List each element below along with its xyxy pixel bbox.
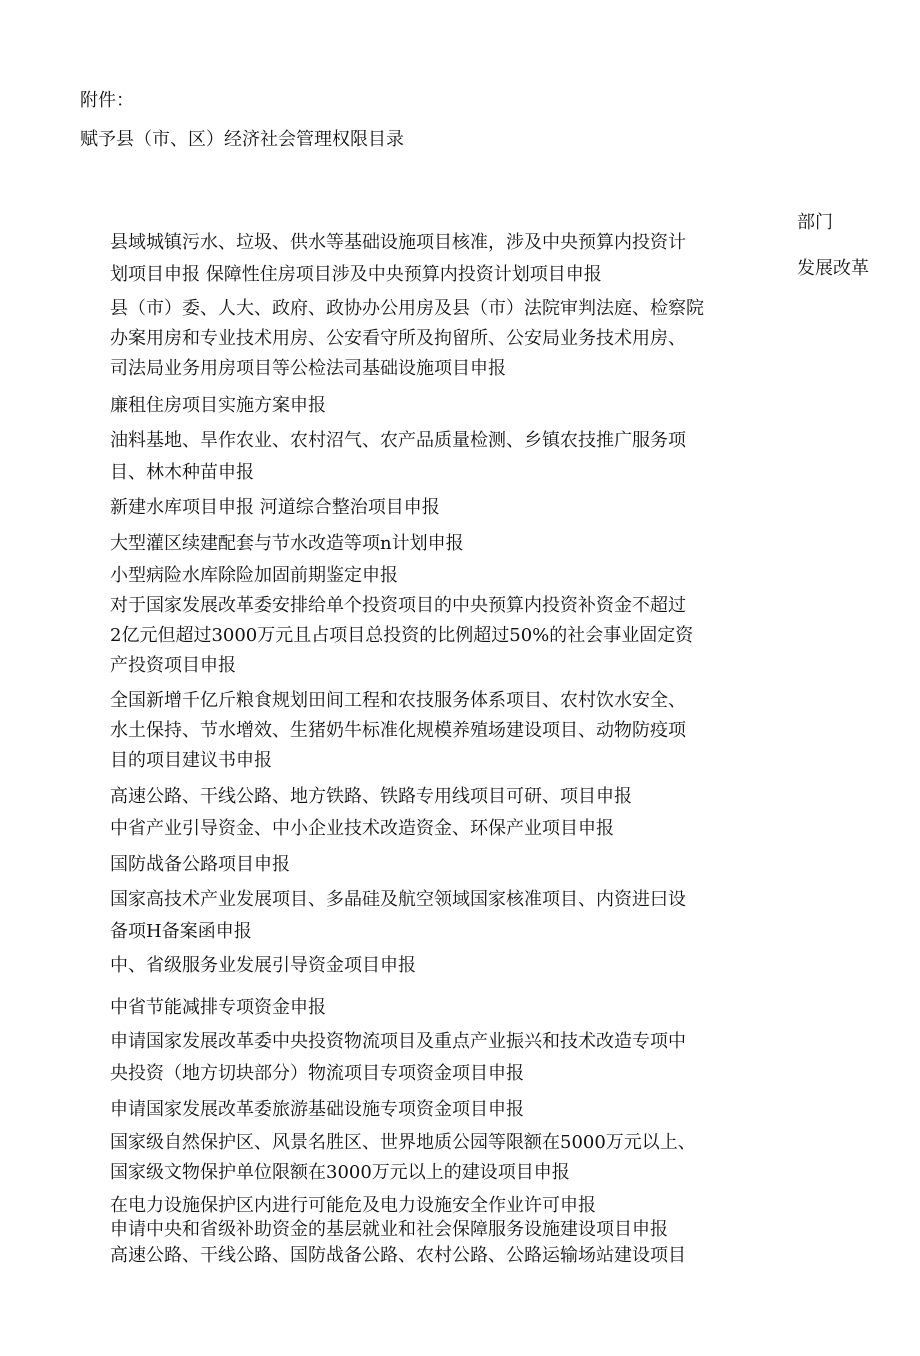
permission-item-line: 大型灌区续建配套与节水改造等项n计划申报 bbox=[110, 533, 464, 554]
permission-item bbox=[110, 884, 760, 948]
permission-item-line: 在电力设施保护区内进行可能危及电力设施安全作业许可申报 bbox=[110, 1195, 596, 1216]
permission-item-line: 申请国家发展改革委中央投资物流项目及重点产业振兴和技术改造专项中 bbox=[110, 1031, 686, 1052]
permission-item-line: 县域城镇污水、垃圾、供水等基础设施项目核准，涉及中央预算内投资计 bbox=[110, 232, 686, 253]
permission-item bbox=[110, 560, 760, 592]
permission-item bbox=[110, 686, 760, 776]
permission-item-line: 国家级文物保护单位限额在3000万元以上的建设项目申报 bbox=[110, 1162, 570, 1183]
permission-item-line: 产投资项目申报 bbox=[110, 655, 236, 676]
permission-item-line: 高速公路、干线公路、地方铁路、铁路专用线项目可研、项目申报 bbox=[110, 786, 632, 807]
permission-item bbox=[110, 492, 760, 524]
attachment-label: 附件： bbox=[80, 90, 134, 111]
permission-item-line: 国防战备公路项目申报 bbox=[110, 854, 290, 875]
permission-item-line: 中、省级服务业发展引导资金项目申报 bbox=[110, 955, 416, 976]
permission-item bbox=[110, 591, 760, 681]
permission-item bbox=[110, 813, 760, 845]
permission-item-line: 全国新增千亿斤粮食规划田间工程和农技服务体系项目、农村饮水安全、 bbox=[110, 690, 686, 711]
permission-item-line: 对于国家发展改革委安排给单个投资项目的中央预算内投资补资金不超过 bbox=[110, 595, 686, 616]
permission-item-line: 水土保持、节水增效、生猪奶牛标准化规模养殖场建设项目、动物防疫项 bbox=[110, 720, 686, 741]
permission-item bbox=[110, 528, 760, 560]
permission-item-line: 目、林木种苗申报 bbox=[110, 462, 254, 483]
permission-item-line: 中省产业引导资金、中小企业技术改造资金、环保产业项目申报 bbox=[110, 818, 614, 839]
permission-item-line: 高速公路、干线公路、国防战备公路、农村公路、公路运输场站建设项目 bbox=[110, 1245, 686, 1266]
permission-item bbox=[110, 425, 760, 489]
permission-item bbox=[110, 1240, 760, 1272]
permission-item bbox=[110, 1128, 760, 1188]
permission-item-line: 国家高技术产业发展项目、多晶硅及航空领域国家核准项目、内资进曰设 bbox=[110, 889, 686, 910]
permission-item-line: 2亿元但超过3000万元且占项目总投资的比例超过50%的社会事业固定资 bbox=[110, 625, 694, 646]
permission-item-line: 国家级自然保护区、风景名胜区、世界地质公园等限额在5000万元以上、 bbox=[110, 1132, 696, 1153]
permission-item bbox=[110, 1026, 760, 1090]
permission-item-line: 央投资（地方切块部分）物流项目专项资金项目申报 bbox=[110, 1063, 524, 1084]
permission-item bbox=[110, 849, 760, 881]
permission-item bbox=[110, 781, 760, 813]
permission-item-line: 办案用房和专业技术用房、公安看守所及拘留所、公安局业务技术用房、 bbox=[110, 328, 686, 349]
permission-item bbox=[110, 227, 760, 291]
permission-item bbox=[110, 1094, 760, 1126]
document-title: 赋予县（市、区）经济社会管理权限目录 bbox=[80, 129, 404, 150]
permission-item bbox=[110, 294, 760, 384]
permission-item-line: 新建水库项目申报 河道综合整治项目申报 bbox=[110, 497, 440, 518]
permission-item-line: 中省节能减排专项资金申报 bbox=[110, 997, 326, 1018]
permission-item-line: 备项H备案函申报 bbox=[110, 921, 252, 942]
permission-item-line: 油料基地、旱作农业、农村沼气、农产品质量检测、乡镇农技推广服务项 bbox=[110, 430, 686, 451]
permission-item-line: 廉租住房项目实施方案申报 bbox=[110, 395, 326, 416]
permission-item-line: 划项目申报 保障性住房项目涉及中央预算内投资计划项目申报 bbox=[110, 264, 602, 285]
permission-item-line: 目的项目建议书申报 bbox=[110, 750, 272, 771]
department-value: 发展改革 bbox=[797, 258, 869, 279]
permission-item-line: 申请中央和省级补助资金的基层就业和社会保障服务设施建设项目申报 bbox=[110, 1219, 668, 1240]
permission-item-line: 司法局业务用房项目等公检法司基础设施项目申报 bbox=[110, 358, 506, 379]
permission-item bbox=[110, 950, 760, 982]
department-column bbox=[797, 200, 907, 292]
permission-item-line: 县（市）委、人大、政府、政协办公用房及县（市）法院审判法庭、检察院 bbox=[110, 298, 704, 319]
permission-item bbox=[110, 390, 760, 422]
permission-item-line: 申请国家发展改革委旅游基础设施专项资金项目申报 bbox=[110, 1099, 524, 1120]
permission-item bbox=[110, 992, 760, 1024]
department-heading: 部门 bbox=[797, 212, 833, 233]
permission-item-line: 小型病险水库除险加固前期鉴定申报 bbox=[110, 565, 398, 586]
